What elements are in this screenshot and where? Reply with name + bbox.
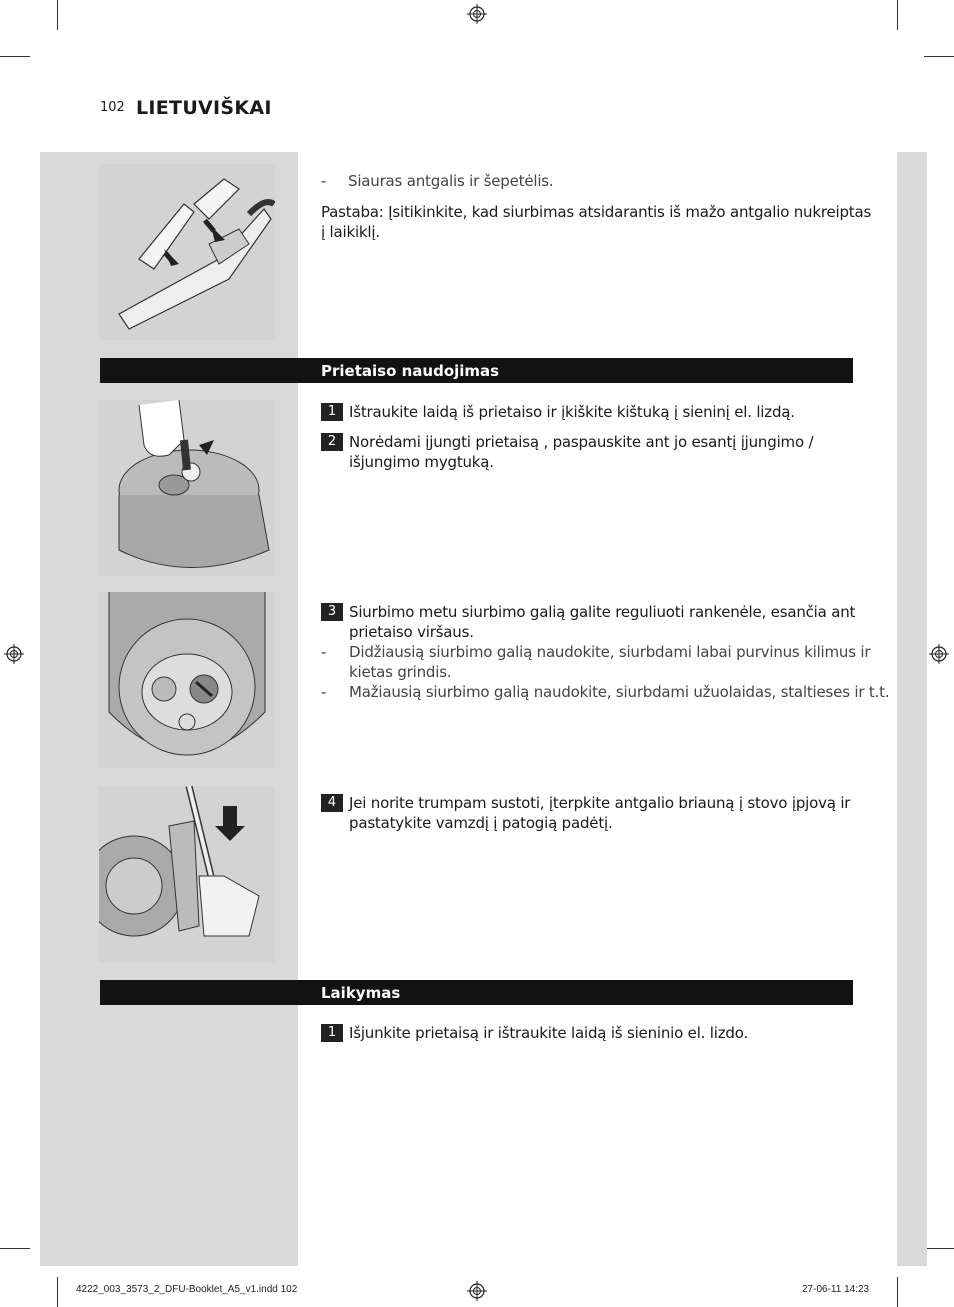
step-number: 2 (321, 433, 343, 451)
step-number: 1 (321, 403, 343, 421)
crop-mark (0, 56, 30, 57)
footer-date: 27-06-11 14:23 (802, 1284, 870, 1295)
bullet-dash: - (321, 172, 327, 190)
section-header (100, 358, 853, 383)
callout-pointer (276, 600, 298, 618)
crop-mark (57, 1277, 58, 1307)
callout-pointer (276, 430, 298, 448)
bullet-text-cont: kietas grindis. (349, 663, 452, 681)
section-title: Prietaiso naudojimas (321, 362, 500, 380)
footer-file: 4222_003_3573_2_DFU-Booklet_A5_v1.indd 102 (76, 1284, 298, 1295)
illustration-power-button (99, 400, 275, 576)
illustration-tube-parking (99, 786, 275, 962)
callout-pointer (276, 792, 298, 810)
step-text: Siurbimo metu siurbimo galią galite reguliuoti rankenėle, esančia ant (349, 603, 856, 621)
note-text-cont: į laikiklį. (321, 223, 380, 241)
crop-mark (897, 0, 898, 30)
illustration-suction-dial (99, 592, 275, 768)
bullet-dash: - (321, 683, 327, 701)
page-number: 102 (100, 100, 125, 115)
step-text-cont: prietaiso viršaus. (349, 623, 474, 641)
crop-mark (924, 1248, 954, 1249)
callout-pointer (276, 168, 298, 186)
page-title: LIETUVIŠKAI (136, 97, 272, 119)
illustration-nozzle-brush (99, 164, 275, 340)
step-number: 4 (321, 794, 343, 812)
crop-mark (897, 1277, 898, 1307)
registration-mark-icon (467, 1281, 487, 1301)
step-text: Norėdami įjungti prietaisą , paspauskite ant jo esantį įjungimo / (349, 433, 814, 451)
step-text: Ištraukite laidą iš prietaiso ir įkiškite kištuką į sieninį el. lizdą. (349, 403, 795, 421)
step-text: Išjunkite prietaisą ir ištraukite laidą iš sieninio el. lizdo. (349, 1024, 749, 1042)
crop-mark (57, 0, 58, 30)
page-edge-strip (897, 152, 927, 1266)
section-header (100, 980, 853, 1005)
bullet-text: Mažiausią siurbimo galią naudokite, siurbdami užuolaidas, staltieses ir t.t. (349, 683, 890, 701)
bullet-dash: - (321, 643, 327, 661)
section-title: Laikymas (321, 984, 401, 1002)
step-number: 3 (321, 603, 343, 621)
step-text-cont: išjungimo mygtuką. (349, 453, 494, 471)
step-number: 1 (321, 1024, 343, 1042)
step-text: Jei norite trumpam sustoti, įterpkite antgalio briauną į stovo įpjovą ir (349, 794, 851, 812)
crop-mark (0, 1248, 30, 1249)
registration-mark-icon (467, 4, 487, 24)
note-text: Pastaba: Įsitikinkite, kad siurbimas atsidarantis iš mažo antgalio nukreiptas (321, 203, 872, 221)
crop-mark (924, 56, 954, 57)
registration-mark-icon (929, 644, 949, 664)
registration-mark-icon (4, 644, 24, 664)
step-text-cont: pastatykite vamzdį į patogią padėtį. (349, 814, 613, 832)
bullet-text: Siauras antgalis ir šepetėlis. (348, 172, 554, 190)
bullet-text: Didžiausią siurbimo galią naudokite, siurbdami labai purvinus kilimus ir (349, 643, 871, 661)
